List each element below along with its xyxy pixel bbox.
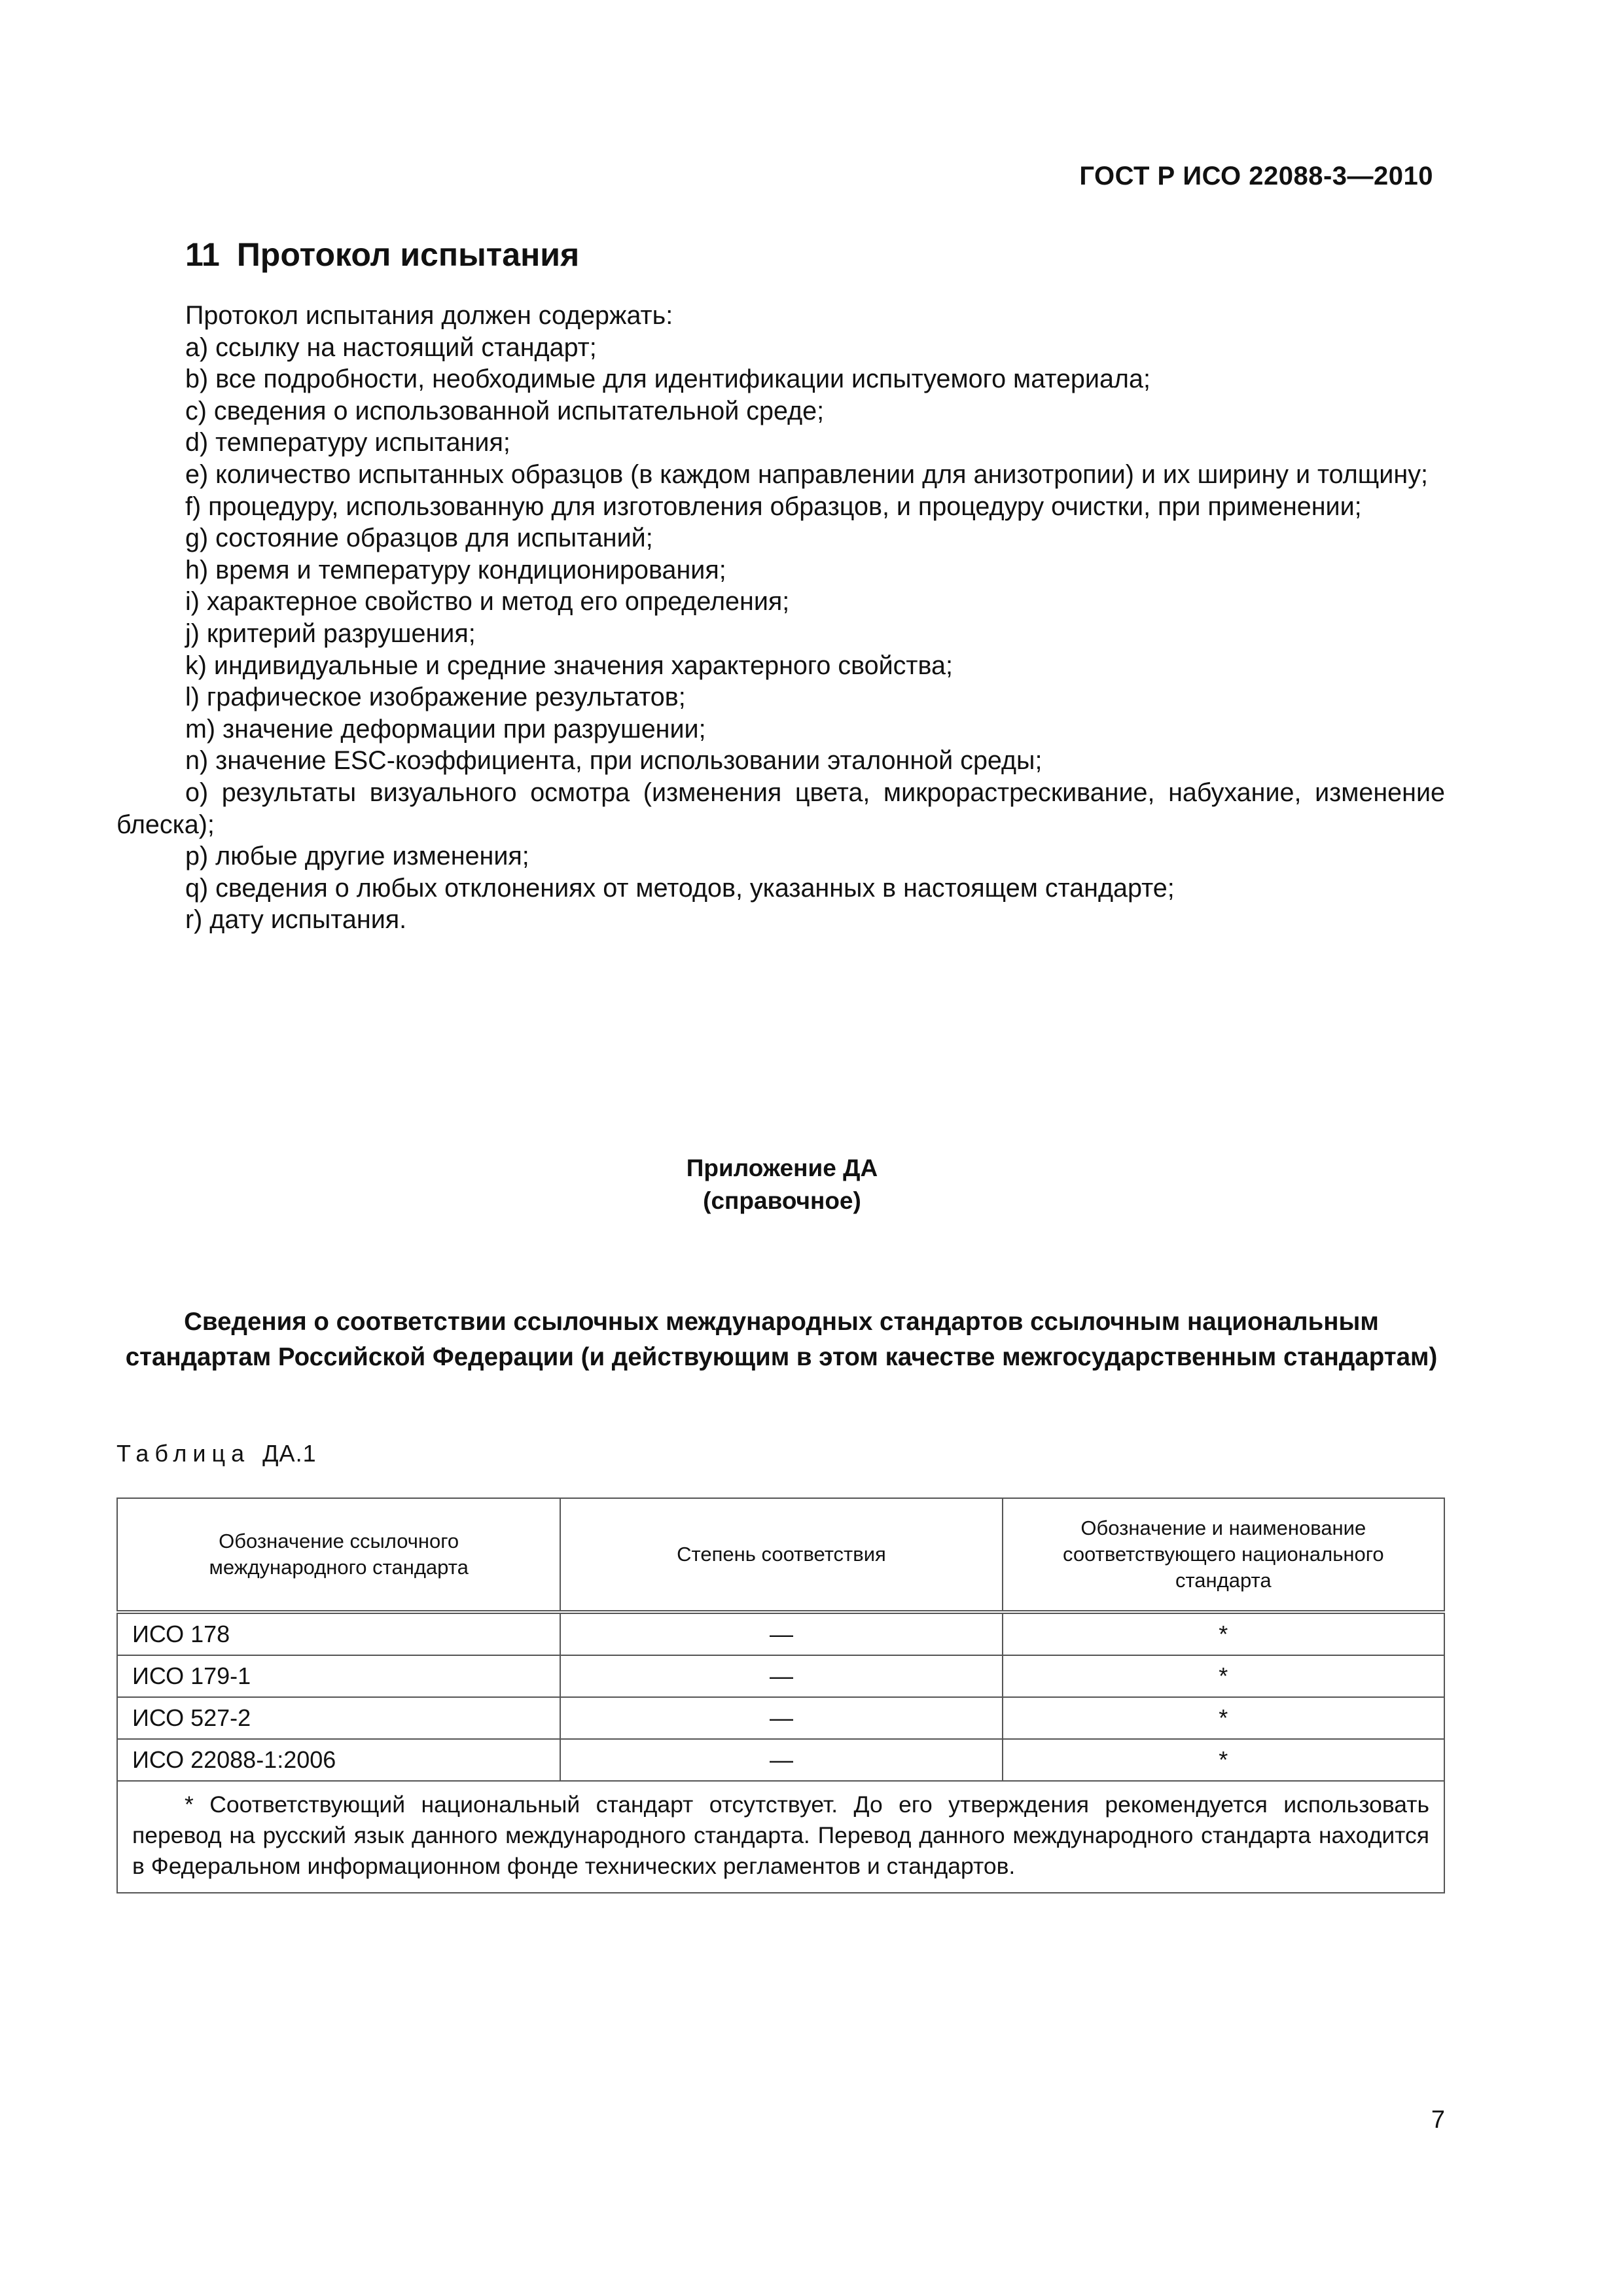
table-label: Таблица: [116, 1440, 251, 1467]
table-caption: [116, 1440, 317, 1467]
list-item: p) любые другие изменения;: [185, 842, 529, 871]
list-item: o) результаты визуального осмотра (изменения цвета, микрорастрескивание, набухание, изменение блеска);: [116, 778, 1445, 839]
list-item: q) сведения о любых отклонениях от методов, указанных в настоящем стандарте;: [185, 873, 1175, 903]
cell-national-standard: *: [1003, 1655, 1444, 1697]
annex-heading: [0, 1152, 1564, 1217]
table-row: [117, 1612, 1444, 1655]
cell-degree: —: [560, 1739, 1002, 1781]
list-item: r) дату испытания.: [185, 905, 407, 935]
list-item: d) температуру испытания;: [185, 428, 510, 457]
cell-international-standard: ИСО 178: [117, 1612, 560, 1655]
header-degree-of-correspondence: Степень соответствия: [560, 1498, 1002, 1612]
cell-degree: —: [560, 1655, 1002, 1697]
cell-international-standard: ИСО 22088-1:2006: [117, 1739, 560, 1781]
list-item: l) графическое изображение результатов;: [185, 683, 686, 712]
section-title-text: Протокол испытания: [236, 236, 580, 273]
correspondence-table: [116, 1498, 1445, 1893]
cell-degree: —: [560, 1612, 1002, 1655]
table-row: [117, 1655, 1444, 1697]
cell-national-standard: *: [1003, 1697, 1444, 1739]
header-international-standard: Обозначение ссылочного международного стандарта: [117, 1498, 560, 1612]
table-footnote: * Соответствующий национальный стандарт отсутствует. До его утверждения рекомендуется использовать перевод на русский язык данного международного стандарта. Перевод данного международного стандарта находится в Федеральном информационном фонде технических регламентов и стандартов.: [117, 1781, 1444, 1893]
cell-national-standard: *: [1003, 1739, 1444, 1781]
list-item: c) сведения о использованной испытательной среде;: [185, 396, 825, 425]
table-row: [117, 1697, 1444, 1739]
cell-national-standard: *: [1003, 1612, 1444, 1655]
page-number: 7: [1431, 2106, 1445, 2134]
table-header-row: [117, 1498, 1444, 1612]
section-number: 11: [185, 236, 220, 273]
cell-international-standard: ИСО 527-2: [117, 1697, 560, 1739]
section-intro: Протокол испытания должен содержать:: [185, 301, 673, 330]
table-number: ДА.1: [262, 1440, 317, 1467]
table-row: [117, 1739, 1444, 1781]
list-item: h) время и температуру кондиционирования;: [185, 555, 726, 584]
list-item: e) количество испытанных образцов (в каждом направлении для анизотропии) и их ширину и толщину;: [185, 459, 1428, 489]
table-footnote-row: [117, 1781, 1444, 1893]
cell-international-standard: ИСО 179-1: [117, 1655, 560, 1697]
annex-status: (справочное): [703, 1187, 861, 1214]
list-item: b) все подробности, необходимые для идентификации испытуемого материала;: [185, 365, 1150, 394]
section-body: [116, 300, 1445, 936]
annex-title: Сведения о соответствии ссылочных международных стандартов ссылочным национальным стандартам Российской Федерации (и действующим в этом качестве межгосударственным стандартам): [125, 1308, 1438, 1371]
document-code: ГОСТ Р ИСО 22088-3—2010: [1079, 162, 1433, 190]
section-title: [185, 236, 579, 274]
list-item: n) значение ESC-коэффициента, при использовании эталонной среды;: [185, 746, 1043, 776]
list-item: k) индивидуальные и средние значения характерного свойства;: [185, 651, 953, 680]
list-item: a) ссылку на настоящий стандарт;: [185, 332, 597, 362]
list-item: j) критерий разрушения;: [185, 619, 476, 648]
list-item: f) процедуру, использованную для изготовления образцов, и процедуру очистки, при применении;: [185, 492, 1362, 521]
cell-degree: —: [560, 1697, 1002, 1739]
header-national-standard: Обозначение и наименование соответствующего национального стандарта: [1003, 1498, 1444, 1612]
list-item: g) состояние образцов для испытаний;: [185, 524, 653, 553]
list-item: i) характерное свойство и метод его определения;: [185, 587, 790, 617]
annex-label: Приложение ДА: [686, 1155, 878, 1181]
list-item: m) значение деформации при разрушении;: [185, 714, 706, 744]
